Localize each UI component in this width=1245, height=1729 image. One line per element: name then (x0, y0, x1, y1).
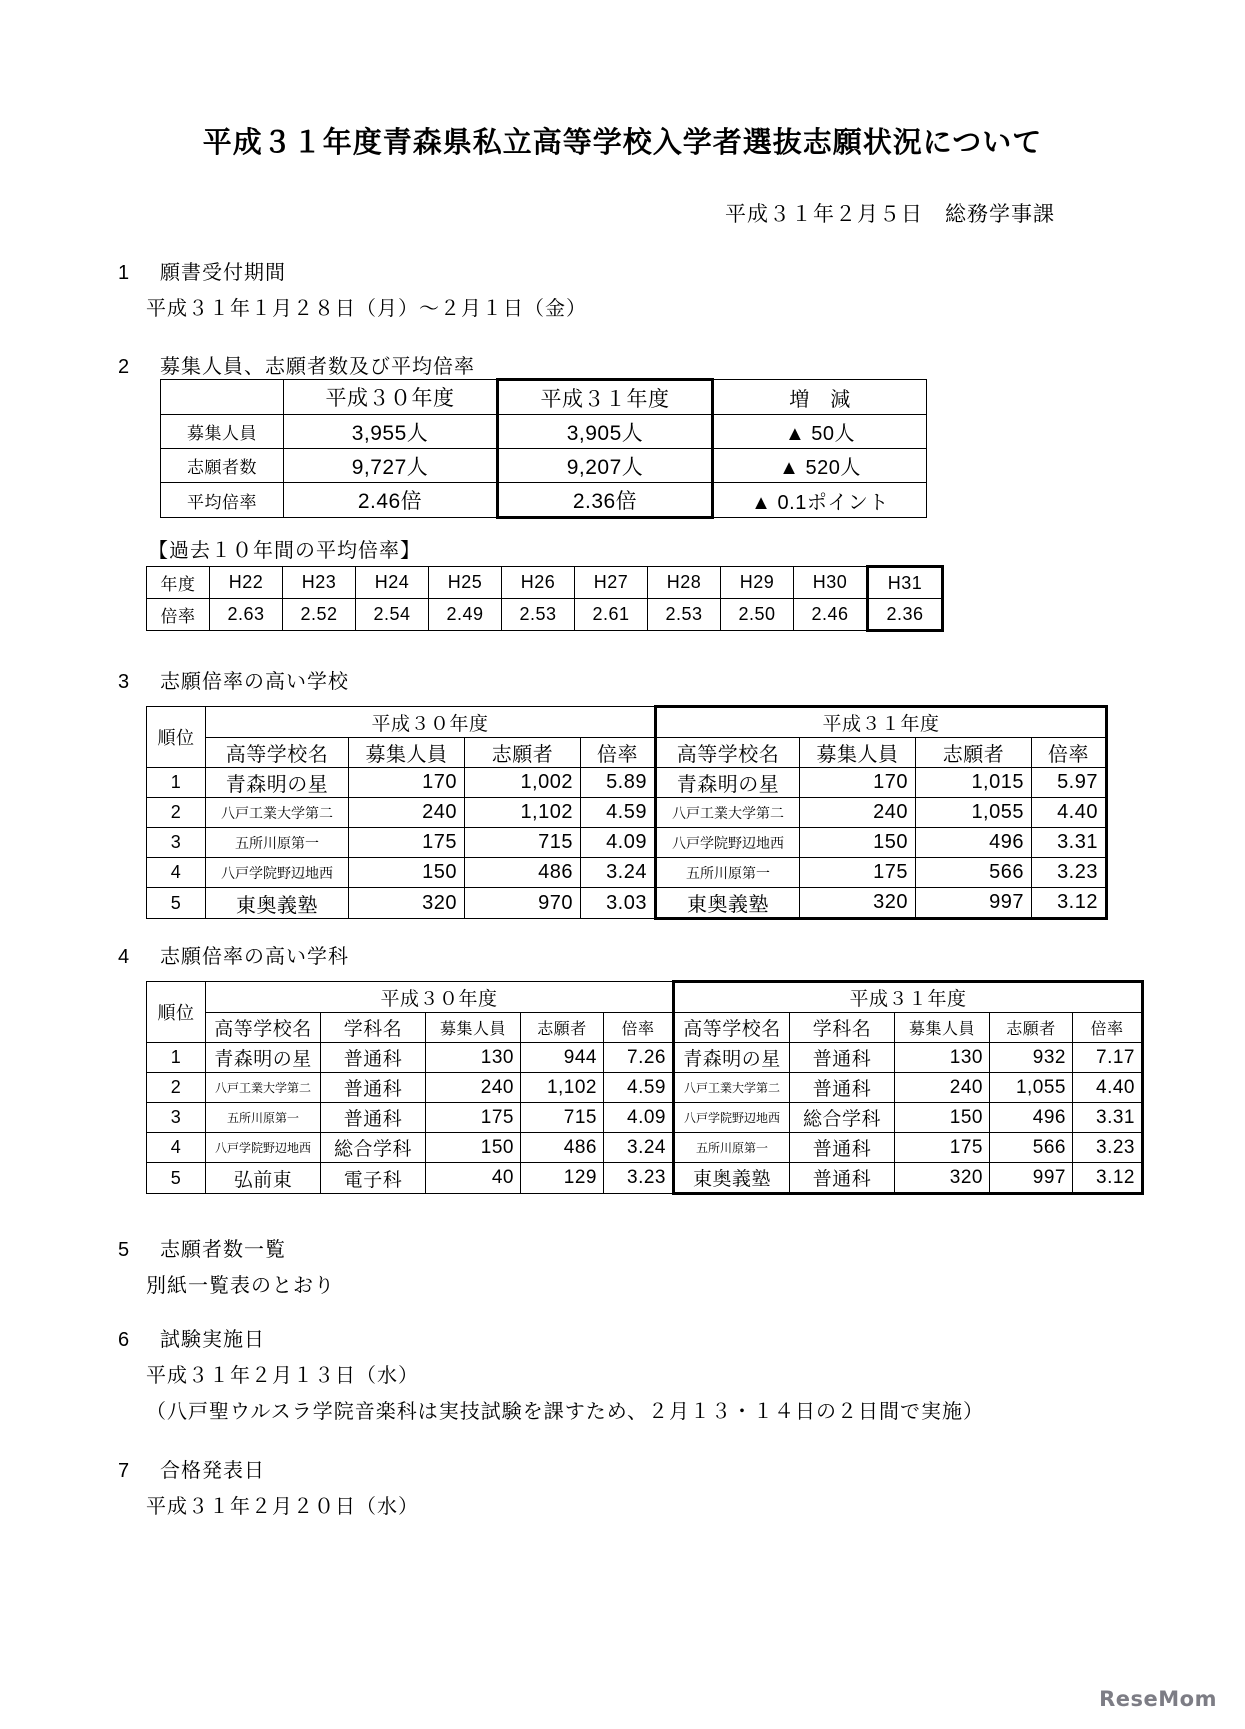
school-rate-h30: 3.24 (581, 858, 656, 888)
section-1-number: 1 (118, 262, 131, 284)
school-subheader-rate: 倍率 (581, 738, 656, 768)
ten-year-caption: 【過去１０年間の平均倍率】 (148, 540, 421, 562)
table-row (147, 798, 1107, 828)
dept-quota-h30: 150 (426, 1133, 521, 1163)
school-name-h31: 五所川原第一 (656, 858, 800, 888)
ten-year-year-cell: H30 (794, 567, 868, 599)
section-6-number: 6 (118, 1329, 131, 1351)
ten-year-year-cell: H22 (210, 567, 283, 599)
dept-rate-h31: 3.31 (1073, 1103, 1143, 1133)
dept-quota-h30: 130 (426, 1043, 521, 1073)
section-5-label: 志願者数一覧 (160, 1239, 286, 1261)
section-6-body: 平成３１年２月１３日（水） (146, 1365, 419, 1387)
dept-school-h30: 八戸学院野辺地西 (206, 1133, 321, 1163)
section-2-number: 2 (118, 356, 131, 378)
dept-rank: 5 (147, 1163, 206, 1194)
section-1-heading (118, 256, 286, 285)
school-applicants-h30: 1,102 (465, 798, 581, 828)
dept-subheader-rate: 倍率 (604, 1013, 674, 1043)
table-row (161, 415, 927, 449)
dept-rank: 3 (147, 1103, 206, 1133)
school-name-h31: 東奥義塾 (656, 888, 800, 919)
school-name-h30: 東奥義塾 (206, 888, 349, 919)
school-rank: 4 (147, 858, 206, 888)
table-row (147, 1043, 1143, 1073)
school-name-h31: 青森明の星 (656, 768, 800, 798)
ten-year-rate-cell: 2.53 (502, 599, 575, 631)
dept-subheader-quota: 募集人員 (426, 1013, 521, 1043)
summary-cell-h31: 9,207人 (498, 449, 713, 483)
section-4-heading (118, 940, 349, 969)
dept-quota-h31: 150 (895, 1103, 990, 1133)
section-2-heading (118, 350, 475, 379)
summary-corner-cell (161, 380, 284, 415)
school-applicants-h31: 496 (916, 828, 1032, 858)
dept-name-h30: 普通科 (321, 1103, 426, 1133)
resemom-watermark: ReseMom (1099, 1687, 1217, 1711)
section-5-number: 5 (118, 1239, 131, 1261)
summary-header-diff: 増 減 (713, 380, 927, 415)
school-subheader-quota: 募集人員 (800, 738, 916, 768)
table-row (147, 858, 1107, 888)
section-4-label: 志願倍率の高い学科 (160, 946, 349, 968)
dept-rank: 2 (147, 1073, 206, 1103)
dept-name-h30: 電子科 (321, 1163, 426, 1194)
summary-cell-h30: 9,727人 (284, 449, 498, 483)
dept-applicants-h30: 486 (521, 1133, 604, 1163)
ten-year-table (146, 565, 944, 632)
dept-applicants-h31: 932 (990, 1043, 1073, 1073)
school-rate-h31: 5.97 (1032, 768, 1107, 798)
summary-cell-h30: 2.46倍 (284, 483, 498, 518)
school-applicants-h30: 970 (465, 888, 581, 919)
school-group-h31: 平成３１年度 (656, 707, 1107, 738)
table-row (147, 599, 943, 631)
school-quota-h30: 240 (349, 798, 465, 828)
dept-name-h31: 総合学科 (790, 1103, 895, 1133)
school-rank: 3 (147, 828, 206, 858)
table-header-row (147, 707, 1107, 738)
dept-rate-h31: 3.23 (1073, 1133, 1143, 1163)
table-row (147, 768, 1107, 798)
school-rate-h30: 4.09 (581, 828, 656, 858)
school-applicants-h31: 997 (916, 888, 1032, 919)
school-quota-h30: 320 (349, 888, 465, 919)
dept-applicants-h30: 129 (521, 1163, 604, 1194)
section-7-heading (118, 1454, 265, 1483)
dept-name-h31: 普通科 (790, 1073, 895, 1103)
school-rate-h31: 3.23 (1032, 858, 1107, 888)
dept-rate-h31: 7.17 (1073, 1043, 1143, 1073)
dept-subheader-applicants: 志願者 (521, 1013, 604, 1043)
school-quota-h31: 175 (800, 858, 916, 888)
summary-cell-diff: ▲ 50人 (713, 415, 927, 449)
school-rank: 1 (147, 768, 206, 798)
section-4-number: 4 (118, 946, 131, 968)
dept-subheader-name: 高等学校名 (206, 1013, 321, 1043)
summary-cell-diff: ▲ 0.1ポイント (713, 483, 927, 518)
school-rate-h30: 4.59 (581, 798, 656, 828)
dept-subheader-dept: 学科名 (321, 1013, 426, 1043)
ten-year-year-cell: H25 (429, 567, 502, 599)
table-row (147, 1103, 1143, 1133)
school-name-h31: 八戸学院野辺地西 (656, 828, 800, 858)
dept-name-h31: 普通科 (790, 1043, 895, 1073)
school-subheader-applicants: 志願者 (916, 738, 1032, 768)
ten-year-row-header-year: 年度 (147, 567, 210, 599)
dept-applicants-h31: 1,055 (990, 1073, 1073, 1103)
dept-subheader-name: 高等学校名 (674, 1013, 790, 1043)
dept-quota-h31: 320 (895, 1163, 990, 1194)
summary-cell-diff: ▲ 520人 (713, 449, 927, 483)
school-rate-h31: 3.12 (1032, 888, 1107, 919)
dept-quota-h30: 175 (426, 1103, 521, 1133)
school-quota-h31: 240 (800, 798, 916, 828)
section-3-heading (118, 665, 349, 694)
ten-year-rate-cell: 2.52 (283, 599, 356, 631)
table-row (147, 828, 1107, 858)
section-6-label: 試験実施日 (160, 1329, 265, 1351)
dept-applicants-h30: 1,102 (521, 1073, 604, 1103)
ten-year-year-cell: H23 (283, 567, 356, 599)
table-row (147, 1133, 1143, 1163)
school-name-h30: 八戸工業大学第二 (206, 798, 349, 828)
table-row (161, 449, 927, 483)
section-7-label: 合格発表日 (160, 1460, 265, 1482)
dept-subheader-rate: 倍率 (1073, 1013, 1143, 1043)
dept-school-h31: 青森明の星 (674, 1043, 790, 1073)
table-row (147, 888, 1107, 919)
dept-rate-h30: 3.24 (604, 1133, 674, 1163)
school-rank: 5 (147, 888, 206, 919)
summary-row-label: 志願者数 (161, 449, 284, 483)
dept-name-h30: 総合学科 (321, 1133, 426, 1163)
school-quota-h31: 150 (800, 828, 916, 858)
dept-rank-header: 順位 (147, 982, 206, 1043)
dept-school-h31: 八戸工業大学第二 (674, 1073, 790, 1103)
section-3-number: 3 (118, 671, 131, 693)
school-quota-h31: 170 (800, 768, 916, 798)
summary-row-label: 平均倍率 (161, 483, 284, 518)
dept-rate-h30: 7.26 (604, 1043, 674, 1073)
school-subheader-name: 高等学校名 (656, 738, 800, 768)
dept-name-h30: 普通科 (321, 1073, 426, 1103)
dept-school-h30: 弘前東 (206, 1163, 321, 1194)
table-row (161, 483, 927, 518)
document-date-line: 平成３１年２月５日 総務学事課 (725, 203, 1055, 226)
school-quota-h30: 170 (349, 768, 465, 798)
ten-year-year-cell: H29 (721, 567, 794, 599)
dept-subheader-applicants: 志願者 (990, 1013, 1073, 1043)
dept-quota-h31: 130 (895, 1043, 990, 1073)
ten-year-rate-cell: 2.50 (721, 599, 794, 631)
school-subheader-name: 高等学校名 (206, 738, 349, 768)
page-title: 平成３１年度青森県私立高等学校入学者選抜志願状況について (202, 127, 1043, 159)
school-rate-h31: 3.31 (1032, 828, 1107, 858)
school-applicants-h31: 1,015 (916, 768, 1032, 798)
section-5-body: 別紙一覧表のとおり (146, 1275, 335, 1297)
dept-applicants-h31: 496 (990, 1103, 1073, 1133)
school-subheader-quota: 募集人員 (349, 738, 465, 768)
school-name-h31: 八戸工業大学第二 (656, 798, 800, 828)
ten-year-rate-cell: 2.54 (356, 599, 429, 631)
dept-rank: 1 (147, 1043, 206, 1073)
dept-subheader-dept: 学科名 (790, 1013, 895, 1043)
school-applicants-h30: 486 (465, 858, 581, 888)
dept-school-h30: 青森明の星 (206, 1043, 321, 1073)
school-subheader-applicants: 志願者 (465, 738, 581, 768)
ten-year-year-cell: H27 (575, 567, 648, 599)
school-applicants-h31: 566 (916, 858, 1032, 888)
table-subheader-row (147, 1013, 1143, 1043)
summary-table (160, 378, 927, 519)
summary-header-h30: 平成３０年度 (284, 380, 498, 415)
section-7-number: 7 (118, 1460, 131, 1482)
table-subheader-row (147, 738, 1107, 768)
table-row (147, 1073, 1143, 1103)
dept-rate-h30: 4.09 (604, 1103, 674, 1133)
table-header-row (161, 380, 927, 415)
dept-name-h31: 普通科 (790, 1163, 895, 1194)
dept-name-h31: 普通科 (790, 1133, 895, 1163)
school-rank-header: 順位 (147, 707, 206, 768)
ten-year-year-cell: H28 (648, 567, 721, 599)
high-ratio-departments-table (146, 980, 1144, 1195)
school-applicants-h31: 1,055 (916, 798, 1032, 828)
school-quota-h30: 150 (349, 858, 465, 888)
dept-rate-h31: 4.40 (1073, 1073, 1143, 1103)
dept-school-h30: 五所川原第一 (206, 1103, 321, 1133)
dept-rate-h30: 3.23 (604, 1163, 674, 1194)
school-group-h30: 平成３０年度 (206, 707, 656, 738)
dept-quota-h31: 240 (895, 1073, 990, 1103)
ten-year-year-cell-current: H31 (868, 567, 943, 599)
summary-cell-h31: 3,905人 (498, 415, 713, 449)
school-subheader-rate: 倍率 (1032, 738, 1107, 768)
ten-year-year-cell: H26 (502, 567, 575, 599)
section-6-note: （八戸聖ウルスラ学院音楽科は実技試験を課すため、２月１３・１４日の２日間で実施） (146, 1401, 984, 1423)
table-header-row (147, 567, 943, 599)
school-name-h30: 五所川原第一 (206, 828, 349, 858)
school-applicants-h30: 1,002 (465, 768, 581, 798)
dept-school-h30: 八戸工業大学第二 (206, 1073, 321, 1103)
dept-school-h31: 東奥義塾 (674, 1163, 790, 1194)
ten-year-row-header-rate: 倍率 (147, 599, 210, 631)
dept-applicants-h31: 566 (990, 1133, 1073, 1163)
dept-quota-h31: 175 (895, 1133, 990, 1163)
section-3-label: 志願倍率の高い学校 (160, 671, 349, 693)
ten-year-year-cell: H24 (356, 567, 429, 599)
dept-subheader-quota: 募集人員 (895, 1013, 990, 1043)
ten-year-rate-cell-current: 2.36 (868, 599, 943, 631)
summary-cell-h30: 3,955人 (284, 415, 498, 449)
section-7-body: 平成３１年２月２０日（水） (146, 1496, 419, 1518)
dept-applicants-h30: 944 (521, 1043, 604, 1073)
school-applicants-h30: 715 (465, 828, 581, 858)
school-name-h30: 青森明の星 (206, 768, 349, 798)
table-header-row (147, 982, 1143, 1013)
school-rank: 2 (147, 798, 206, 828)
ten-year-rate-cell: 2.63 (210, 599, 283, 631)
ten-year-rate-cell: 2.53 (648, 599, 721, 631)
dept-applicants-h30: 715 (521, 1103, 604, 1133)
school-rate-h30: 5.89 (581, 768, 656, 798)
ten-year-rate-cell: 2.46 (794, 599, 868, 631)
dept-quota-h30: 240 (426, 1073, 521, 1103)
dept-rank: 4 (147, 1133, 206, 1163)
summary-row-label: 募集人員 (161, 415, 284, 449)
section-2-label: 募集人員、志願者数及び平均倍率 (160, 356, 475, 378)
dept-quota-h30: 40 (426, 1163, 521, 1194)
summary-cell-h31: 2.36倍 (498, 483, 713, 518)
school-name-h30: 八戸学院野辺地西 (206, 858, 349, 888)
dept-applicants-h31: 997 (990, 1163, 1073, 1194)
dept-school-h31: 五所川原第一 (674, 1133, 790, 1163)
table-row (147, 1163, 1143, 1194)
section-5-heading (118, 1233, 286, 1262)
section-1-label: 願書受付期間 (160, 262, 286, 284)
ten-year-rate-cell: 2.49 (429, 599, 502, 631)
dept-rate-h31: 3.12 (1073, 1163, 1143, 1194)
dept-rate-h30: 4.59 (604, 1073, 674, 1103)
dept-group-h31: 平成３１年度 (674, 982, 1143, 1013)
dept-name-h30: 普通科 (321, 1043, 426, 1073)
section-1-body: 平成３１年１月２８日（月）～２月１日（金） (146, 298, 587, 320)
summary-header-h31: 平成３１年度 (498, 380, 713, 415)
dept-group-h30: 平成３０年度 (206, 982, 674, 1013)
school-quota-h31: 320 (800, 888, 916, 919)
section-6-heading (118, 1323, 265, 1352)
school-quota-h30: 175 (349, 828, 465, 858)
high-ratio-schools-table (146, 705, 1108, 920)
school-rate-h30: 3.03 (581, 888, 656, 919)
dept-school-h31: 八戸学院野辺地西 (674, 1103, 790, 1133)
ten-year-rate-cell: 2.61 (575, 599, 648, 631)
school-rate-h31: 4.40 (1032, 798, 1107, 828)
